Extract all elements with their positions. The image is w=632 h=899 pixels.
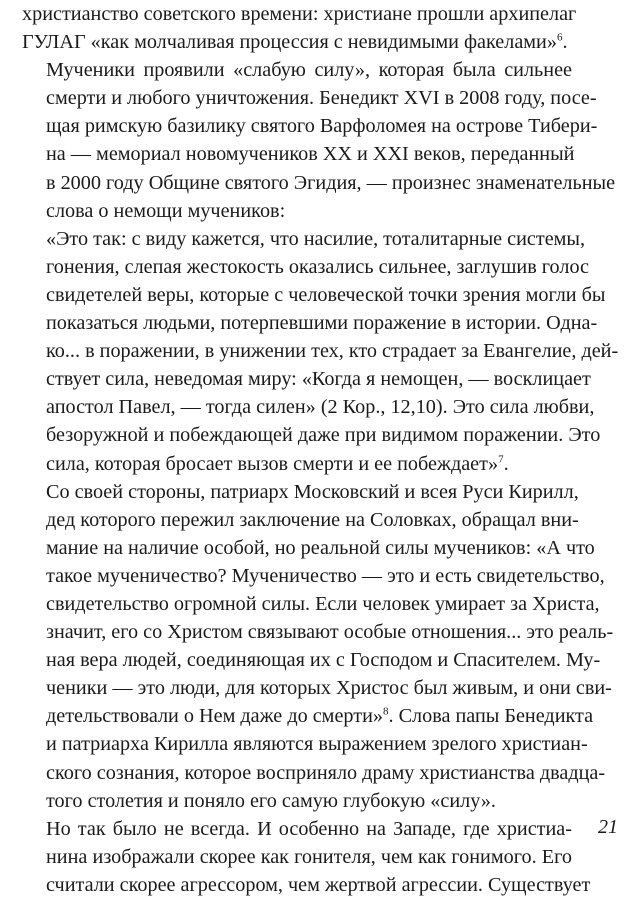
text-line bbox=[22, 730, 588, 758]
text-line bbox=[22, 450, 572, 478]
text-line bbox=[22, 140, 575, 168]
text-line bbox=[22, 225, 586, 253]
text-line bbox=[22, 646, 601, 674]
line-text: нина изображали скорее как гонителя, чем как гонимого. Его bbox=[46, 845, 572, 868]
line-tail-text: . bbox=[562, 31, 568, 54]
text-line bbox=[22, 843, 572, 871]
paragraph bbox=[22, 225, 619, 478]
line-text: детельствовали о Нем даже до смерти» bbox=[46, 705, 383, 728]
line-text: Но так было не всегда. И особенно на Западе, где христиа- bbox=[46, 817, 572, 840]
line-text: безоружной и побеждающей даже при видимом поражении. Это bbox=[46, 424, 601, 447]
line-text: ГУЛАГ «как молчаливая процессия с невидимыми факелами» bbox=[22, 31, 557, 54]
line-text: ского сознания, которое восприняло драму христианства двадца- bbox=[46, 761, 606, 784]
line-text: ко... в поражении, в унижении тех, кто страдает за Евангелие, дей- bbox=[46, 340, 619, 363]
text-line bbox=[22, 506, 579, 534]
page-number: 21 bbox=[598, 816, 618, 838]
line-text: щая римскую базилику святого Варфоломея на острове Тибери- bbox=[46, 115, 598, 138]
text-line bbox=[22, 871, 591, 899]
text-line bbox=[22, 281, 606, 309]
line-text: значит, его со Христом связывают особые отношения... это реаль- bbox=[46, 621, 614, 644]
text-line bbox=[22, 309, 598, 337]
line-text: ная вера людей, соединяющая их с Господом и Спасителем. Му- bbox=[46, 649, 601, 672]
text-line bbox=[22, 759, 606, 787]
line-text: мание на наличие особой, но реальной силы мучеников: «А что bbox=[46, 536, 595, 559]
footnote-marker[interactable]: 6 bbox=[556, 31, 563, 44]
text-line bbox=[22, 365, 591, 393]
line-text: слова о немощи мучеников: bbox=[46, 199, 286, 222]
text-line bbox=[22, 169, 616, 197]
line-tail-text: . Слова папы Бенедикта bbox=[388, 705, 594, 728]
line-text: Со своей стороны, патриарх Московский и всея Руси Кирилл, bbox=[46, 480, 579, 503]
line-text: апостол Павел, — тогда силен» (2 Кор., 12,10). Это сила любви, bbox=[46, 396, 595, 419]
paragraph bbox=[22, 56, 616, 225]
line-text: свидетелей веры, которые с человеческой точки зрения могли бы bbox=[46, 283, 606, 306]
line-tail-text: . bbox=[503, 452, 509, 475]
text-line bbox=[22, 337, 619, 365]
line-text: дед которого пережил заключение на Соловках, обращал вни- bbox=[46, 508, 579, 531]
text-line bbox=[22, 618, 614, 646]
line-text: на — мемориал новомучеников XX и XXI веков, переданный bbox=[46, 143, 575, 166]
text-line bbox=[22, 84, 597, 112]
text-line bbox=[22, 702, 594, 730]
text-line bbox=[22, 815, 572, 843]
text-line bbox=[22, 590, 600, 618]
line-text: христианство советского времени: христиане прошли архипелаг bbox=[22, 3, 577, 25]
text-line bbox=[22, 478, 579, 506]
text-line bbox=[22, 112, 598, 140]
line-text: считали скорее агрессором, чем жертвой агрессии. Существует bbox=[46, 873, 591, 896]
text-line bbox=[22, 787, 572, 815]
line-text: ченики — это люди, для которых Христос был живым, и они сви- bbox=[46, 677, 612, 700]
text-line bbox=[22, 56, 572, 84]
text-line bbox=[22, 253, 590, 281]
body-text bbox=[22, 0, 619, 899]
line-text: и патриарха Кирилла являются выражением зрелого христиан- bbox=[46, 733, 588, 756]
text-line bbox=[22, 562, 605, 590]
paragraph bbox=[22, 478, 614, 815]
line-text: ствует сила, неведомая миру: «Когда я немощен, — восклицает bbox=[46, 368, 591, 391]
line-text: «Это так: с виду кажется, что насилие, тоталитарные системы, bbox=[46, 227, 586, 250]
line-text: гонения, слепая жестокость оказались сильнее, заглушив голос bbox=[46, 255, 590, 278]
line-text: Мученики проявили «слабую силу», которая была сильнее bbox=[46, 59, 572, 82]
text-line bbox=[22, 534, 595, 562]
text-line bbox=[22, 0, 577, 28]
text-line bbox=[22, 674, 612, 702]
footnote-marker[interactable]: 8 bbox=[382, 705, 389, 718]
paragraph bbox=[22, 0, 577, 56]
line-text: сила, которая бросает вызов смерти и ее побеждает» bbox=[46, 452, 499, 475]
line-text: того столетия и поняло его самую глубокую «силу». bbox=[46, 789, 496, 812]
footnote-marker[interactable]: 7 bbox=[498, 452, 504, 465]
line-text: смерти и любого уничтожения. Бенедикт XVI в 2008 году, посе- bbox=[46, 87, 597, 110]
text-line bbox=[22, 28, 572, 56]
text-line bbox=[22, 197, 572, 225]
line-text: свидетельство огромной силы. Если человек умирает за Христа, bbox=[46, 592, 600, 615]
line-text: в 2000 году Общине святого Эгидия, — произнес знаменательные bbox=[46, 171, 616, 194]
text-line bbox=[22, 393, 595, 421]
line-text: показаться людьми, потерпевшими поражение в истории. Одна- bbox=[46, 312, 598, 335]
line-text: такое мученичество? Мученичество — это и есть свидетельство, bbox=[46, 564, 605, 587]
text-line bbox=[22, 421, 601, 449]
paragraph bbox=[22, 815, 591, 899]
